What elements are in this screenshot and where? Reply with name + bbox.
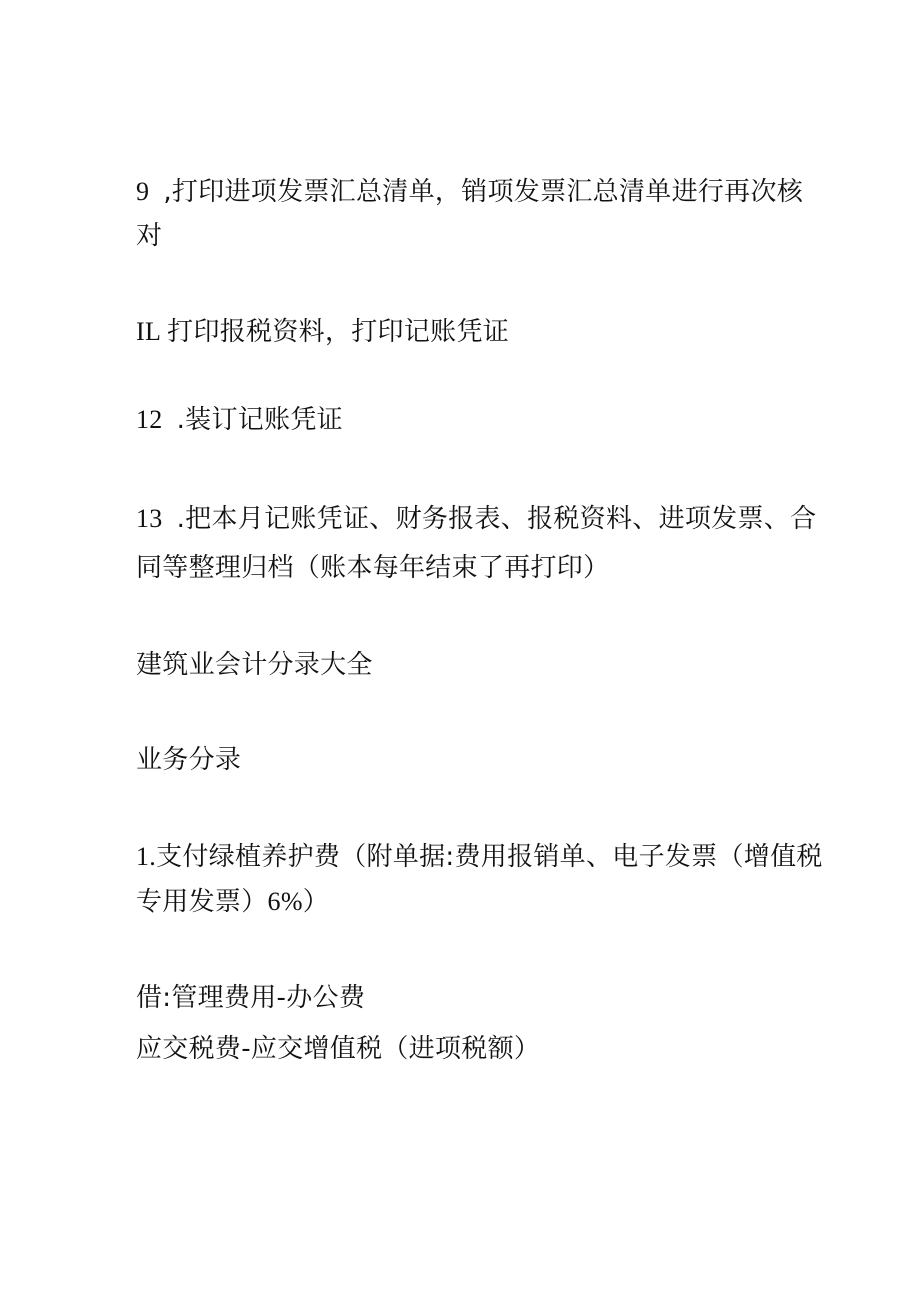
section-heading: 建筑业会计分录大全 <box>136 650 373 680</box>
entry-1-continuation <box>136 880 796 924</box>
item-11-text: 打印报税资料，打印记账凭证 <box>167 317 510 347</box>
entry-1-text: 支付绿植养护费（附单据:费用报销单、电子发票（增值税 <box>156 842 823 872</box>
item-13-continuation: 同等整理归档（账本每年结束了再打印） <box>136 553 610 583</box>
item-13 <box>136 497 817 541</box>
item-13-number: 13 <box>136 504 163 533</box>
item-9-continuation: 对 <box>136 221 163 251</box>
item-12-number: 12 <box>136 405 163 434</box>
entry-1-rate: 6%） <box>267 887 330 916</box>
item-9-text: ,打印进项发票汇总清单，销项发票汇总清单进行再次核 <box>163 177 804 207</box>
entry-1-number: 1. <box>136 842 157 871</box>
item-9-number: 9 <box>136 177 150 206</box>
item-12 <box>136 398 796 442</box>
section-subheading: 业务分录 <box>136 745 242 775</box>
tax-line: 应交税费-应交增值税（进项税额） <box>136 1034 541 1064</box>
item-9 <box>136 170 804 214</box>
item-13-text: .把本月记账凭证、财务报表、报税资料、进项发票、合 <box>176 504 817 534</box>
item-11 <box>136 310 796 354</box>
debit-line: 借:管理费用-办公费 <box>136 983 366 1013</box>
entry-1-continuation-text: 专用发票） <box>136 887 268 917</box>
entry-1 <box>136 835 823 879</box>
item-12-text: .装订记账凭证 <box>176 405 343 435</box>
item-11-number: IL <box>136 317 162 346</box>
